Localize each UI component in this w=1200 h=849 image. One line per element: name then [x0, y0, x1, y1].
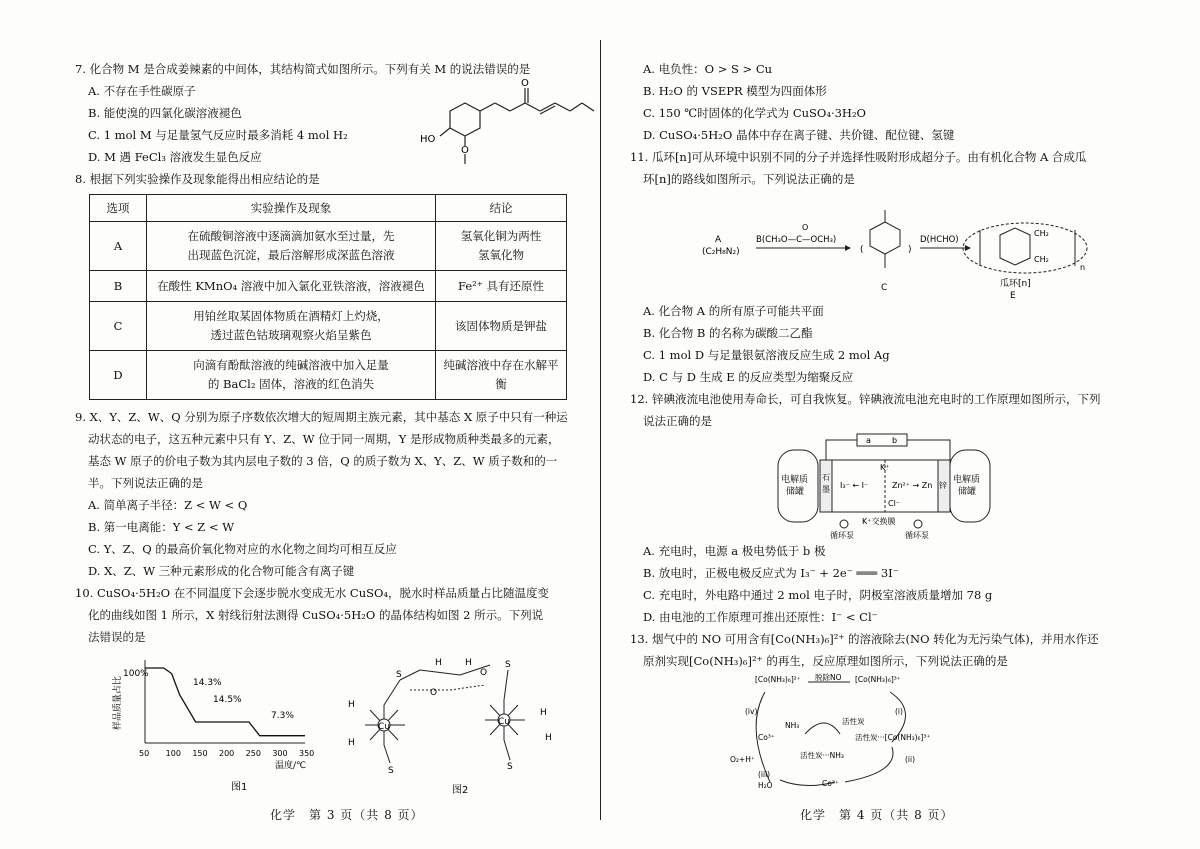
fig1-x-tick: 200 — [219, 749, 235, 758]
q8-stem: 8. 根据下列实验操作及现象能得出相应结论的是 — [75, 172, 320, 186]
q12-option-b: B. 放电时，正极电极反应式为 I₃⁻ + 2e⁻ ═══ 3I⁻ — [643, 566, 899, 580]
table-cell: Fe²⁺ 具有还原性 — [436, 271, 567, 302]
s-atom-4: S — [507, 762, 513, 772]
table-cell — [147, 302, 436, 351]
fig1-drop-3: 7.3% — [271, 711, 294, 721]
table-cell: 纯碱溶液中存在水解平衡 — [436, 351, 567, 400]
fig1-xlabel: 温度/℃ — [275, 761, 307, 771]
right-footer: 化学 第 4 页（共 8 页） — [800, 808, 954, 822]
table-row — [90, 302, 567, 351]
q12-battery-diagram — [630, 432, 1145, 540]
q13-stem-line: 13. 烟气中的 NO 可用含有[Co(NH₃)₆]²⁺ 的溶液除去(NO 转化为无污染气体)，并用水作还 — [630, 632, 1099, 646]
q7-option-b: B. 能使溴的四氯化碳溶液褪色 — [88, 106, 242, 120]
q9-stem-line: 半。下列说法正确的是 — [88, 476, 203, 490]
q7-ho-label: HO — [420, 134, 436, 145]
arrowhead — [845, 245, 851, 251]
right-tank-label: 储罐 — [958, 487, 977, 497]
zinc-label: 锌 — [939, 481, 947, 490]
co-nh3-3plus: [Co(NH₃)₆]³⁺ — [855, 675, 901, 684]
bracket-open: ( — [860, 245, 864, 255]
q9-stem-line: 9. X、Y、Z、W、Q 分别为原子序数依次增大的短周期主族元素，其中基态 X 原子中只有一种运 — [75, 410, 568, 424]
table-header-row — [90, 195, 567, 222]
cell-line: 透过蓝色钴玻璃观察火焰呈紫色 — [210, 328, 372, 342]
q11-option-b: B. 化合物 B 的名称为碳酸二乙酯 — [643, 326, 813, 340]
q9-option-d: D. X、Z、W 三种元素形成的化合物可能含有离子键 — [88, 564, 355, 578]
left-column — [75, 58, 590, 648]
cell-line: 用铂丝取某固体物质在酒精灯上灼烧， — [193, 309, 389, 323]
table-cell: A — [90, 222, 147, 271]
compound-d-reagent: D(HCHO) — [920, 235, 959, 245]
graphite-label: 石 — [822, 473, 830, 482]
q11-option-d: D. C 与 D 生成 E 的反应类型为缩聚反应 — [643, 370, 854, 384]
question-11 — [630, 146, 1145, 388]
h-atom: H — [540, 708, 547, 718]
table-row — [90, 271, 567, 302]
carbon-complex: 活性炭···[Co(NH₃)₆]³⁺ — [855, 733, 931, 742]
ch2-top: CH₂ — [1034, 229, 1049, 238]
pump-icon — [840, 520, 848, 528]
power-source — [857, 434, 907, 446]
q13-cycle-diagram — [630, 672, 1145, 790]
cell-line: 氢氧化物 — [478, 248, 524, 262]
fig1-x-tick: 100 — [165, 749, 181, 758]
table-row — [90, 222, 567, 271]
table-header: 结论 — [436, 195, 567, 222]
q13-stem-line: 原剂实现[Co(NH₃)₆]²⁺ 的再生，反应原理如图所示，下列说法正确的是 — [643, 654, 1008, 668]
right-column — [630, 58, 1145, 790]
cell-line: 向滴有酚酞溶液的纯碱溶液中加入足量 — [193, 358, 389, 372]
question-8 — [75, 168, 590, 400]
fig1-x-tick: 300 — [272, 749, 288, 758]
cucurbituril-ring — [963, 223, 1087, 273]
q12-stem-line: 说法正确的是 — [643, 414, 712, 428]
fig1-caption: 图1 — [231, 782, 248, 793]
o-atom: O — [430, 688, 438, 698]
q11-synthesis-scheme — [630, 190, 1145, 300]
question-10-options — [630, 58, 1145, 146]
q7-structure — [420, 76, 600, 166]
carbon-nh3: 活性炭···NH₃ — [800, 751, 844, 760]
co3-ion: Co³⁺ — [758, 733, 775, 742]
compound-e-name: 瓜环[n] — [1000, 279, 1031, 289]
step-iii: (iii) — [758, 770, 771, 779]
q9-option-b: B. 第一电离能：Y < Z < W — [88, 520, 235, 534]
table-cell: B — [90, 271, 147, 302]
table-cell: C — [90, 302, 147, 351]
b-carbonyl-o: O — [802, 223, 809, 232]
table-cell: 该固体物质是钾盐 — [436, 302, 567, 351]
q10-stem-line: 法错误的是 — [88, 630, 146, 644]
fig1-x-tick: 50 — [139, 749, 150, 758]
step-iv: (iv) — [745, 707, 758, 716]
fig1-ylabel: 样品质量占比 — [113, 675, 123, 730]
activated-carbon: 活性炭 — [842, 717, 865, 726]
q10-option-c: C. 150 ℃时固体的化学式为 CuSO₄·3H₂O — [643, 106, 866, 120]
cl-ion: Cl⁻ — [888, 499, 901, 508]
arrowhead — [965, 245, 971, 251]
step-ii: (ii) — [905, 755, 916, 764]
bracket-close: ) — [908, 245, 912, 255]
terminal-a: a — [866, 436, 871, 445]
q7-stem: 7. 化合物 M 是合成姜辣素的中间体，其结构简式如图所示。下列有关 M 的说法错误的是 — [75, 62, 531, 76]
q10-stem-line: 化的曲线如图 1 所示，X 射线衍射法测得 CuSO₄·5H₂O 的晶体结构如图 2 所示。下列说 — [88, 608, 544, 622]
question-10 — [75, 582, 590, 648]
q10-option-b: B. H₂O 的 VSEPR 模型为四面体形 — [643, 84, 827, 98]
question-9 — [75, 406, 590, 582]
q11-option-c: C. 1 mol D 与足量银氨溶液反应生成 2 mol Ag — [643, 348, 890, 362]
pump-icon — [914, 520, 922, 528]
q9-option-a: A. 简单离子半径：Z < W < Q — [88, 498, 248, 512]
q12-option-c: C. 充电时，外电路中通过 2 mol 电子时，阴极室溶液质量增加 78 g — [643, 588, 993, 602]
figure-2-structure — [340, 645, 585, 800]
left-tank-label: 电解质 — [781, 475, 809, 485]
fig1-drop-1: 14.3% — [193, 678, 222, 688]
question-7 — [75, 58, 590, 168]
fig1-y100: 100% — [123, 669, 149, 679]
h-atom: H — [348, 738, 355, 748]
o2-h-label: O₂+H⁺ — [730, 755, 755, 764]
q12-option-d: D. 由电池的工作原理可推出还原性：I⁻ < Cl⁻ — [643, 610, 878, 624]
right-tank-label: 电解质 — [953, 475, 981, 485]
cell-line: 出现蓝色沉淀，最后溶解形成深蓝色溶液 — [187, 248, 395, 262]
h-atom: H — [348, 700, 355, 710]
q7-o-label: O — [521, 78, 529, 89]
left-tank — [778, 450, 818, 522]
cell-line: 氢氧化铜为两性 — [460, 229, 542, 243]
table-header: 实验操作及现象 — [147, 195, 436, 222]
fig1-x-tick: 350 — [299, 749, 315, 758]
compound-c-label: C — [881, 283, 888, 293]
fig1-x-tick: 150 — [192, 749, 208, 758]
cu-atom-1: Cu — [378, 722, 390, 732]
repeat-n: n — [1080, 263, 1086, 272]
q9-stem-line: 基态 W 原子的价电子数为其内层电子数的 3 倍，Q 的质子数为 X、Y、Z、W 质子数和的一 — [88, 454, 558, 468]
table-cell: 在酸性 KMnO₄ 溶液中加入氯化亚铁溶液，溶液褪色 — [147, 271, 436, 302]
q12-option-a: A. 充电时，电源 a 极电势低于 b 极 — [643, 544, 826, 558]
q10-option-a: A. 电负性：O > S > Cu — [643, 62, 773, 76]
compound-b-reagent: B(CH₃O—C—OCH₃) — [756, 235, 837, 245]
question-13 — [630, 628, 1145, 790]
s-atom-2: S — [505, 660, 511, 670]
k-ion: K⁺ — [880, 463, 890, 472]
table-cell: D — [90, 351, 147, 400]
q12-stem-line: 12. 锌碘液流电池使用寿命长，可自我恢复。锌碘液流电池充电时的工作原理如图所示，下列 — [630, 392, 1101, 406]
table-row — [90, 351, 567, 400]
pump-label-2: 循环泵 — [905, 531, 929, 540]
o-atom: O — [480, 668, 488, 678]
remove-no-label: 脱除NO — [815, 673, 842, 682]
figure-1-chart — [105, 660, 325, 805]
h-atom: H — [435, 658, 442, 668]
table-cell — [147, 351, 436, 400]
table-cell — [436, 222, 567, 271]
q11-stem-line: 11. 瓜环[n]可从环境中识别不同的分子并选择性吸附形成超分子。由有机化合物 A 合成瓜 — [630, 150, 1087, 164]
cell-line: 的 BaCl₂ 固体，溶液的红色消失 — [207, 377, 375, 391]
q7-option-a: A. 不存在手性碳原子 — [88, 84, 196, 98]
ch2-bottom: CH₂ — [1034, 255, 1049, 264]
q7-ome-label: O — [461, 145, 469, 156]
compound-a-label: A — [715, 235, 722, 245]
s-atom-3: S — [388, 766, 394, 776]
left-tank-label: 储罐 — [786, 487, 805, 497]
nh3-label: NH₃ — [785, 721, 800, 730]
pump-label-1: 循环泵 — [830, 531, 854, 540]
left-footer: 化学 第 3 页（共 8 页） — [270, 808, 424, 822]
q9-option-c: C. Y、Z、Q 的最高价氧化物对应的水化物之间均可相互反应 — [88, 542, 397, 556]
table-cell — [147, 222, 436, 271]
h-atom: H — [465, 658, 472, 668]
q11-option-a: A. 化合物 A 的所有原子可能共平面 — [643, 304, 824, 318]
question-12 — [630, 388, 1145, 628]
graphite-label: 墨 — [822, 485, 830, 494]
q7-option-d: D. M 遇 FeCl₃ 溶液发生显色反应 — [88, 150, 262, 164]
fig1-drop-2: 14.5% — [213, 695, 242, 705]
q7-option-c: C. 1 mol M 与足量氢气反应时最多消耗 4 mol H₂ — [88, 128, 348, 142]
compound-e-label: E — [1010, 291, 1016, 300]
co2-ion: Co²⁺ — [822, 779, 839, 788]
i3-reaction: I₃⁻ ← I⁻ — [840, 481, 869, 490]
q10-stem-line: 10. CuSO₄·5H₂O 在不同温度下会逐步脱水变成无水 CuSO₄，脱水时样品质量占比随温度变 — [75, 586, 550, 600]
fig1-x-tick: 250 — [245, 749, 261, 758]
step-i: (i) — [895, 707, 903, 716]
q8-table — [89, 194, 567, 400]
co-nh3-2plus: [Co(NH₃)₆]²⁺ — [755, 675, 801, 684]
right-tank — [950, 450, 990, 522]
h2o-label: H₂O — [758, 781, 773, 790]
q10-option-d: D. CuSO₄·5H₂O 晶体中存在离子键、共价键、配位键、氢键 — [643, 128, 955, 142]
column-divider — [600, 40, 601, 820]
fig2-caption: 图2 — [452, 785, 469, 796]
table-header: 选项 — [90, 195, 147, 222]
q11-stem-line: 环[n]的路线如图所示。下列说法正确的是 — [643, 172, 855, 186]
membrane-label: K⁺交换膜 — [862, 517, 896, 526]
cu-atom-2: Cu — [498, 717, 510, 727]
cell-line: 在硫酸铜溶液中逐滴滴加氨水至过量，先 — [187, 229, 395, 243]
q9-stem-line: 动状态的电子，这五种元素中只有 Y、Z、W 位于同一周期，Y 是形成物质种类最多的元素， — [88, 432, 560, 446]
h-atom: H — [545, 733, 552, 743]
zn-reaction: Zn²⁺ → Zn — [892, 481, 933, 490]
s-atom-1: S — [396, 670, 402, 680]
terminal-b: b — [892, 436, 898, 445]
compound-a-formula: (C₂H₈N₂) — [702, 247, 740, 257]
